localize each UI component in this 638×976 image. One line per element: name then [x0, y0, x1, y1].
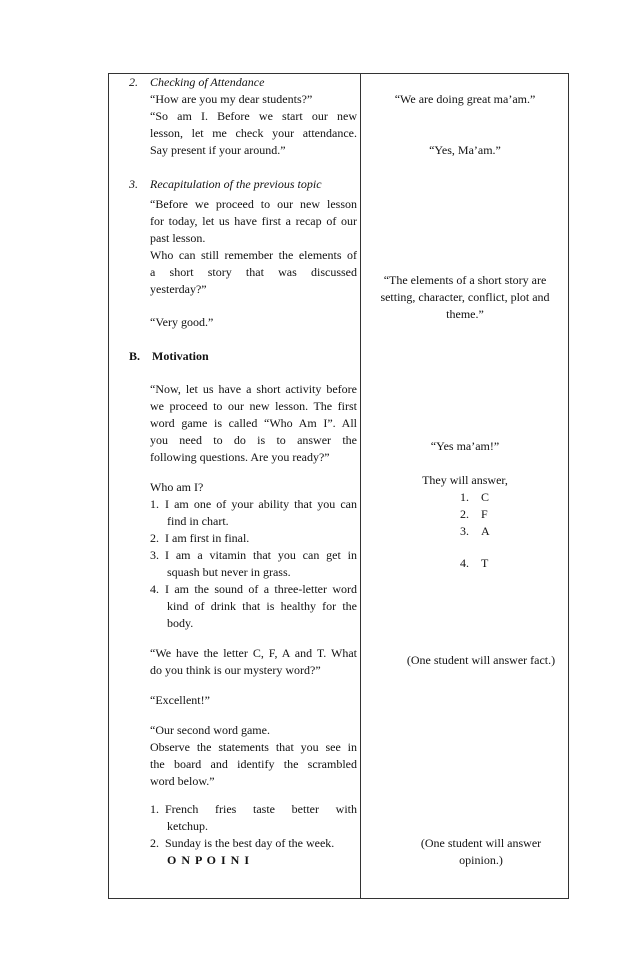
teacher-line: “Our second word game. — [150, 723, 270, 737]
student-response: “Yes, Ma’am.” — [429, 143, 501, 157]
teacher-line: for today, let us have first a recap of our — [150, 214, 357, 228]
teacher-line: “Now, let us have a short activity before — [150, 382, 357, 396]
teacher-line: “Excellent!” — [150, 693, 210, 707]
student-response: theme.” — [446, 307, 484, 321]
who-am-i-label: Who am I? — [150, 480, 204, 494]
teacher-line: do you think is our mystery word?” — [150, 663, 321, 677]
student-response: “We are doing great ma’am.” — [394, 92, 536, 106]
student-response: “Yes ma’am!” — [430, 439, 500, 453]
student-response: (One student will answer fact.) — [406, 653, 556, 667]
question-item: 4. I am the sound of a three-letter word — [150, 582, 357, 596]
teacher-line: “So am I. Before we start our new — [150, 109, 357, 123]
teacher-line: following questions. Are you ready?” — [150, 450, 330, 464]
question-item: 2. I am first in final. — [150, 531, 250, 545]
answer-item: 2. F — [460, 507, 488, 521]
teacher-line: Who can still remember the elements of — [150, 248, 357, 262]
question-item: squash but never in grass. — [167, 565, 291, 579]
teacher-line: “We have the letter C, F, A and T. What — [150, 646, 357, 660]
scrambled-word: O N P O I N I — [167, 853, 251, 867]
student-response: “The elements of a short story are — [383, 273, 547, 287]
statement-item: ketchup. — [167, 819, 208, 833]
teacher-line: “Before we proceed to our new lesson — [150, 197, 357, 211]
statement-item: 2. Sunday is the best day of the week. — [150, 836, 335, 850]
student-response: setting, character, conflict, plot and — [380, 290, 550, 304]
answer-item: 1. C — [460, 490, 490, 504]
teacher-line: a short story that was discussed — [150, 265, 357, 279]
teacher-line: past lesson. — [150, 231, 206, 245]
teacher-line: Say present if your around.” — [150, 143, 286, 157]
teacher-line: we proceed to our new lesson. The first — [150, 399, 357, 413]
question-item: 3. I am a vitamin that you can get in — [150, 548, 357, 562]
teacher-line: Observe the statements that you see in — [150, 740, 357, 754]
recap-heading: 3. Recapitulation of the previous topic — [129, 177, 322, 191]
teacher-line: lesson, let me check your attendance. — [150, 126, 357, 140]
answer-item: 3. A — [460, 524, 490, 538]
question-item: find in chart. — [167, 514, 229, 528]
teacher-line: “How are you my dear students?” — [150, 92, 313, 106]
answer-item: 4. T — [460, 556, 489, 570]
question-item: body. — [167, 616, 194, 630]
teacher-line: word below.” — [150, 774, 215, 788]
student-response: They will answer, — [422, 473, 508, 487]
question-item: kind of drink that is healthy for the — [167, 599, 357, 613]
attendance-heading: 2. Checking of Attendance — [129, 75, 265, 89]
teacher-line: “Very good.” — [150, 315, 214, 329]
teacher-line: you need to do is to answer the — [150, 433, 357, 447]
student-response: (One student will answer — [420, 836, 542, 850]
teacher-line: yesterday?” — [150, 282, 207, 296]
motivation-heading: B. Motivation — [129, 349, 209, 363]
statement-item: 1. French fries taste better with — [150, 802, 357, 816]
teacher-line: word game is called “Who Am I”. All — [150, 416, 357, 430]
teacher-line: the board and identify the scrambled — [150, 757, 357, 771]
question-item: 1. I am one of your ability that you can — [150, 497, 357, 511]
student-response: opinion.) — [459, 853, 503, 867]
